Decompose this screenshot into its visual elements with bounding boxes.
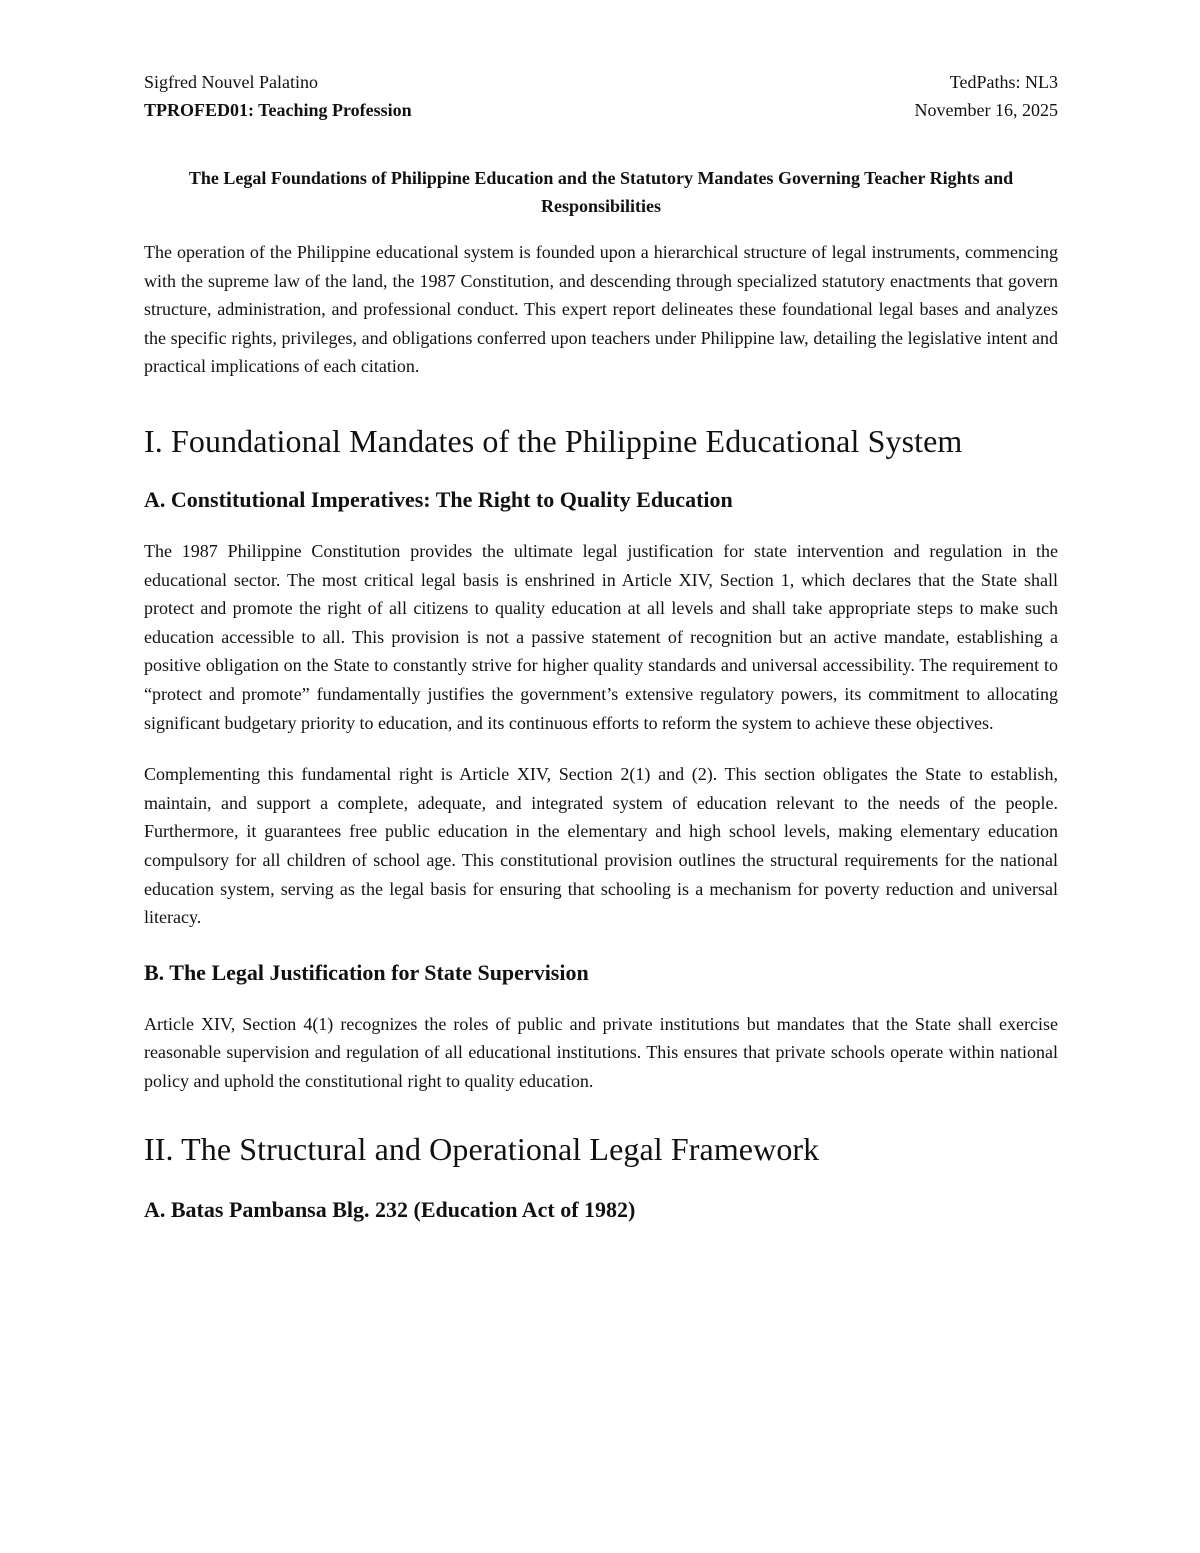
header-row-1 <box>144 68 1058 96</box>
section-code: TedPaths: NL3 <box>949 72 1058 92</box>
section-heading-2: II. The Structural and Operational Legal Framework <box>144 1131 820 1168</box>
intro-paragraph: The operation of the Philippine educational system is founded upon a hierarchical structure of legal instruments, commencing with the supreme law of the land, the 1987 Constitution, and descending through specialized statutory enactments that govern structure, administration, and professional conduct. This expert report delineates these foundational legal bases and analyzes the specific rights, privileges, and obligations conferred upon teachers under Philippine law, detailing the legislative intent and practical implications of each citation. <box>144 242 1058 377</box>
paragraph-1b-1: Article XIV, Section 4(1) recognizes the roles of public and private institutions but mandates that the State shall exercise reasonable supervision and regulation of all educational institutions. This ensures that private schools operate within national policy and uphold the constitutional right to quality education. <box>144 1013 1058 1091</box>
subsection-heading-1a: A. Constitutional Imperatives: The Right to Quality Education <box>144 486 733 512</box>
document-title: The Legal Foundations of Philippine Education and the Statutory Mandates Governing Teacher Rights and Responsibilities <box>188 168 1014 216</box>
subsection-heading-1b: B. The Legal Justification for State Supervision <box>144 959 589 985</box>
paragraph-1a-2: Complementing this fundamental right is Article XIV, Section 2(1) and (2). This section obligates the State to establish, maintain, and support a complete, adequate, and integrated system of education relevant to the needs of the people. Furthermore, it guarantees free public education in the elementary and high school levels, making elementary education compulsory for all children of school age. This constitutional provision outlines the structural requirements for the national education system, serving as the legal basis for ensuring that schooling is a mechanism for poverty reduction and universal literacy. <box>144 764 1058 928</box>
section-heading-1: I. Foundational Mandates of the Philippine Educational System <box>144 422 963 459</box>
course-title: TPROFED01: Teaching Profession <box>144 100 412 120</box>
header-row-2 <box>144 96 1058 124</box>
document-date: November 16, 2025 <box>914 100 1058 120</box>
author-name: Sigfred Nouvel Palatino <box>144 72 318 92</box>
paragraph-1a-1: The 1987 Philippine Constitution provides the ultimate legal justification for state intervention and regulation in the educational sector. The most critical legal basis is enshrined in Article XIV, Section 1, which declares that the State shall protect and promote the right of all citizens to quality education at all levels and shall take appropriate steps to make such education accessible to all. This provision is not a passive statement of recognition but an active mandate, establishing a positive obligation on the State to constantly strive for higher quality standards and universal accessibility. The requirement to “protect and promote” fundamentally justifies the government’s extensive regulatory powers, its commitment to allocating significant budgetary priority to education, and its continuous efforts to reform the system to achieve these objectives. <box>144 540 1058 733</box>
document-page <box>144 68 1058 1225</box>
subsection-heading-2a: A. Batas Pambansa Blg. 232 (Education Act of 1982) <box>144 1197 636 1223</box>
